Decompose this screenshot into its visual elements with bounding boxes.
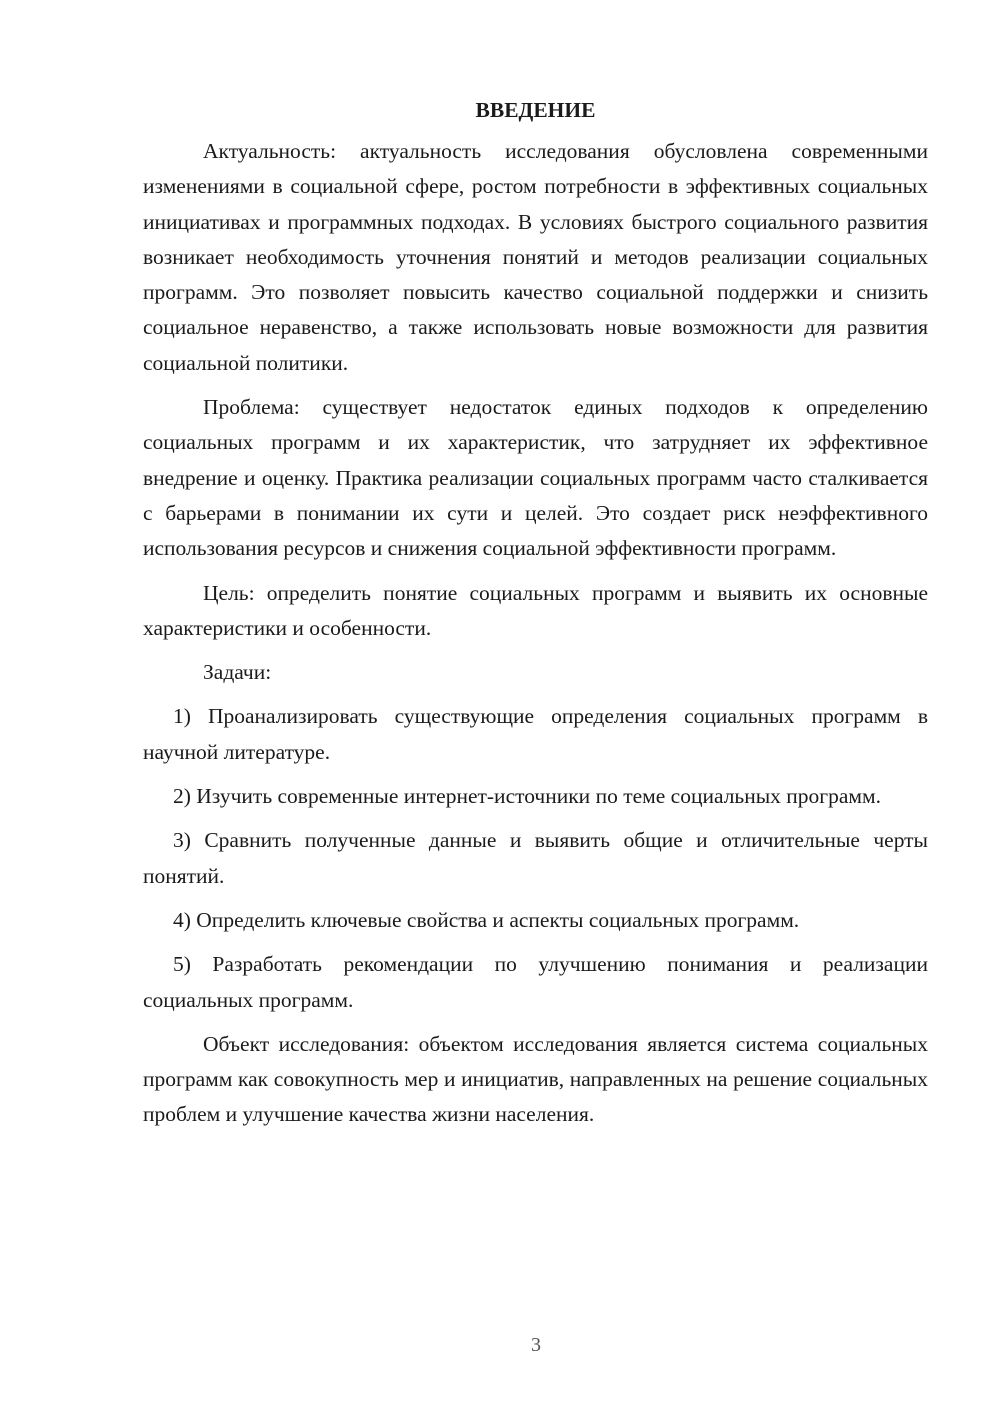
paragraph-problem: Проблема: существует недостаток единых подходов к определению социальных программ и их характеристик, что затрудняет их эффективное внедрение и оценку. Практика реализации социальных программ часто сталкивается с барьерами в понимании их сути и целей. Это создает риск неэффективного использования ресурсов и снижения социальной эффективности программ.: [143, 395, 928, 561]
task-item: 4) Определить ключевые свойства и аспекты социальных программ.: [173, 907, 800, 932]
task-item: 1) Проанализировать существующие определения социальных программ в научной литературе.: [143, 704, 928, 764]
paragraph-goal: Цель: определить понятие социальных программ и выявить их основные характеристики и особенности.: [143, 580, 928, 640]
section-title: ВВЕДЕНИЕ: [475, 98, 596, 122]
document-page: [143, 95, 928, 1142]
task-item: 2) Изучить современные интернет-источники по теме социальных программ.: [173, 784, 882, 809]
task-item: 3) Сравнить полученные данные и выявить общие и отличительные черты понятий.: [143, 828, 928, 888]
tasks-list: [143, 699, 928, 1017]
paragraph-object: Объект исследования: объектом исследования является система социальных программ как совокупность мер и инициатив, направленных на решение социальных проблем и улучшение качества жизни населения.: [143, 1031, 928, 1127]
task-item: 5) Разработать рекомендации по улучшению понимания и реализации социальных программ.: [143, 952, 928, 1012]
tasks-heading: Задачи:: [203, 660, 272, 685]
paragraph-relevance: Актуальность: актуальность исследования обусловлена современными изменениями в социальной сфере, ростом потребности в эффективных социальных инициативах и программных подходах. В условиях быстрого социального развития возникает необходимость уточнения понятий и методов реализации социальных программ. Это позволяет повысить качество социальной поддержки и снизить социальное неравенство, а также использовать новые возможности для развития социальной политики.: [143, 139, 928, 375]
page-number: 3: [531, 1334, 541, 1356]
